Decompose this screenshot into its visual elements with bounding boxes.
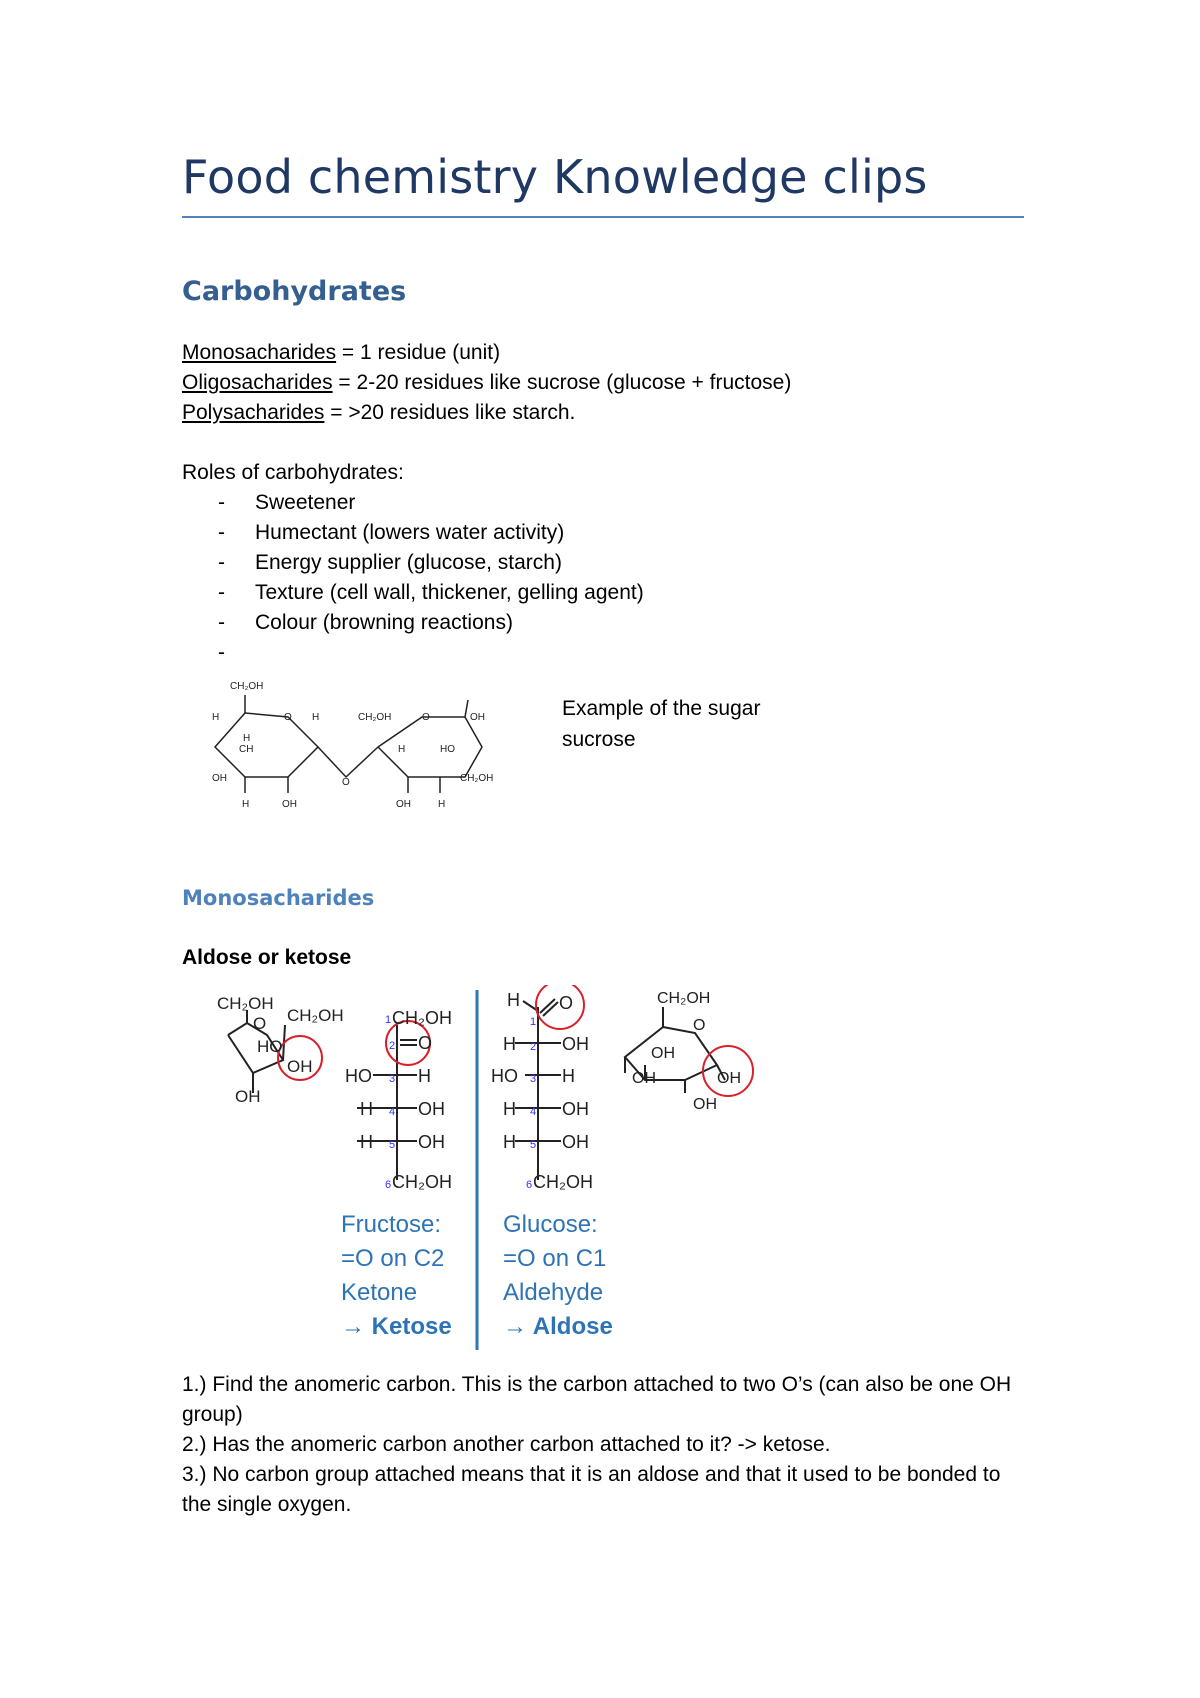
glucose-caption: Aldehyde bbox=[503, 1279, 604, 1306]
diagram-label: CH bbox=[239, 744, 254, 755]
definition-text: = 2-20 residues like sucrose (glucose + fructose) bbox=[332, 371, 792, 394]
diagram-label: H bbox=[212, 712, 220, 723]
glucose-ring bbox=[625, 990, 753, 1113]
diagram-label: OH bbox=[470, 712, 485, 723]
carbon-number: 3 bbox=[530, 1073, 537, 1085]
definition-term: Oligosacharides bbox=[182, 371, 333, 394]
diagram-label: OH bbox=[418, 1132, 445, 1152]
heading-monosacharides: Monosacharides bbox=[182, 886, 375, 910]
diagram-label: OH bbox=[562, 1099, 589, 1119]
diagram-label: H bbox=[242, 799, 250, 810]
diagram-label: H bbox=[507, 990, 520, 1010]
diagram-label: CH₂OH bbox=[392, 1172, 452, 1192]
diagram-label: H bbox=[360, 1132, 373, 1152]
carbon-number: 1 bbox=[530, 1016, 537, 1028]
diagram-label: O bbox=[418, 1033, 433, 1053]
diagram-label: O bbox=[284, 712, 292, 723]
definition-polysacharides bbox=[182, 398, 575, 428]
glucose-caption: =O on C1 bbox=[503, 1245, 607, 1272]
diagram-label: HO bbox=[440, 744, 455, 755]
heading-carbohydrates: Carbohydrates bbox=[182, 276, 407, 307]
diagram-label: CH₂OH bbox=[287, 1006, 344, 1025]
diagram-label: OH bbox=[632, 1070, 656, 1087]
diagram-label: O bbox=[559, 993, 574, 1013]
carbon-number: 4 bbox=[389, 1106, 396, 1118]
bullet-marker: - bbox=[218, 611, 225, 634]
step-3: 3.) No carbon group attached means that it is an aldose and that it used to be bonded to the single oxygen. bbox=[182, 1463, 1001, 1516]
glucose-chain bbox=[491, 985, 593, 1192]
diagram-label: CH₂OH bbox=[230, 681, 264, 692]
definition-term: Monosacharides bbox=[182, 341, 337, 364]
diagram-label: O bbox=[342, 777, 350, 788]
carbon-number: 6 bbox=[385, 1179, 392, 1191]
diagram-label: O bbox=[693, 1017, 706, 1034]
bullet-marker: - bbox=[218, 551, 225, 574]
diagram-label: H bbox=[562, 1066, 575, 1086]
carbon-number: 2 bbox=[389, 1040, 396, 1052]
carbon-number: 2 bbox=[530, 1041, 537, 1053]
diagram-label: OH bbox=[212, 773, 227, 784]
fructose-chain bbox=[345, 1008, 452, 1192]
fructose-caption: Ketone bbox=[341, 1279, 418, 1306]
diagram-label: H bbox=[503, 1099, 516, 1119]
diagram-label: O bbox=[253, 1014, 267, 1033]
diagram-label: HO bbox=[491, 1066, 518, 1086]
roles-heading: Roles of carbohydrates: bbox=[182, 461, 404, 484]
diagram-label: HO bbox=[257, 1037, 283, 1056]
diagram-label: OH bbox=[282, 799, 297, 810]
diagram-label: H bbox=[438, 799, 446, 810]
diagram-label: H bbox=[312, 712, 320, 723]
diagram-label: H bbox=[398, 744, 406, 755]
aldose-ketose-diagram bbox=[205, 985, 765, 1355]
carbon-number: 3 bbox=[389, 1073, 396, 1085]
diagram-label: OH bbox=[287, 1057, 313, 1076]
bullet-marker: - bbox=[218, 521, 225, 544]
diagram-label: CH₂OH bbox=[392, 1008, 452, 1028]
role-item: Humectant (lowers water activity) bbox=[255, 521, 565, 544]
carbon-number: 4 bbox=[530, 1106, 537, 1118]
diagram-label: OH bbox=[717, 1070, 741, 1087]
glucose-caption: Glucose: bbox=[503, 1211, 598, 1238]
carbon-number: 5 bbox=[389, 1139, 396, 1151]
diagram-label: OH bbox=[562, 1034, 589, 1054]
carbon-number: 5 bbox=[530, 1139, 537, 1151]
diagram-label: CH₂OH bbox=[657, 990, 711, 1007]
diagram-label: H bbox=[418, 1066, 431, 1086]
role-item: Sweetener bbox=[255, 491, 356, 514]
diagram-label: H bbox=[360, 1099, 373, 1119]
diagram-label: OH bbox=[651, 1045, 675, 1062]
diagram-label: CH₂OH bbox=[358, 712, 392, 723]
diagram-label: CH₂OH bbox=[217, 994, 274, 1013]
diagram-label: OH bbox=[562, 1132, 589, 1152]
role-item: Texture (cell wall, thickener, gelling agent) bbox=[255, 581, 644, 604]
bullet-marker: - bbox=[218, 491, 225, 514]
diagram-label: OH bbox=[693, 1096, 717, 1113]
definition-text: = 1 residue (unit) bbox=[336, 341, 501, 364]
diagram-label: O bbox=[422, 712, 430, 723]
carbon-number: 1 bbox=[385, 1014, 392, 1026]
sucrose-structure-diagram bbox=[200, 675, 520, 815]
role-item: Colour (browning reactions) bbox=[255, 611, 513, 634]
aldose-ketose-heading: Aldose or ketose bbox=[182, 946, 352, 969]
definition-monosacharides bbox=[182, 338, 500, 368]
diagram-label: H bbox=[503, 1132, 516, 1152]
title-underline bbox=[182, 216, 1024, 218]
glucose-caption: → Aldose bbox=[503, 1313, 613, 1340]
diagram-label: H bbox=[243, 733, 251, 744]
diagram-label: CH₂OH bbox=[533, 1172, 593, 1192]
step-1: 1.) Find the anomeric carbon. This is the carbon attached to two O’s (can also be one OH group) bbox=[182, 1373, 1012, 1426]
diagram-label: OH bbox=[235, 1087, 261, 1106]
carbon-number: 6 bbox=[526, 1179, 533, 1191]
diagram-label: OH bbox=[396, 799, 411, 810]
definition-oligosacharides bbox=[182, 368, 791, 398]
bullet-marker: - bbox=[218, 641, 225, 664]
page-title: Food chemistry Knowledge clips bbox=[182, 150, 928, 204]
fructose-caption: =O on C2 bbox=[341, 1245, 445, 1272]
fructose-ring bbox=[217, 994, 344, 1106]
definition-term: Polysacharides bbox=[182, 401, 325, 424]
fructose-caption: Fructose: bbox=[341, 1211, 442, 1238]
role-item: Energy supplier (glucose, starch) bbox=[255, 551, 562, 574]
step-2: 2.) Has the anomeric carbon another carbon attached to it? -> ketose. bbox=[182, 1433, 831, 1456]
definition-text: = >20 residues like starch. bbox=[324, 401, 576, 424]
diagram-label: CH₂OH bbox=[460, 773, 494, 784]
fructose-caption: → Ketose bbox=[341, 1313, 452, 1340]
diagram-label: HO bbox=[345, 1066, 372, 1086]
sucrose-caption: Example of the sugar sucrose bbox=[562, 697, 761, 751]
diagram-label: H bbox=[503, 1034, 516, 1054]
bullet-marker: - bbox=[218, 581, 225, 604]
diagram-label: OH bbox=[418, 1099, 445, 1119]
